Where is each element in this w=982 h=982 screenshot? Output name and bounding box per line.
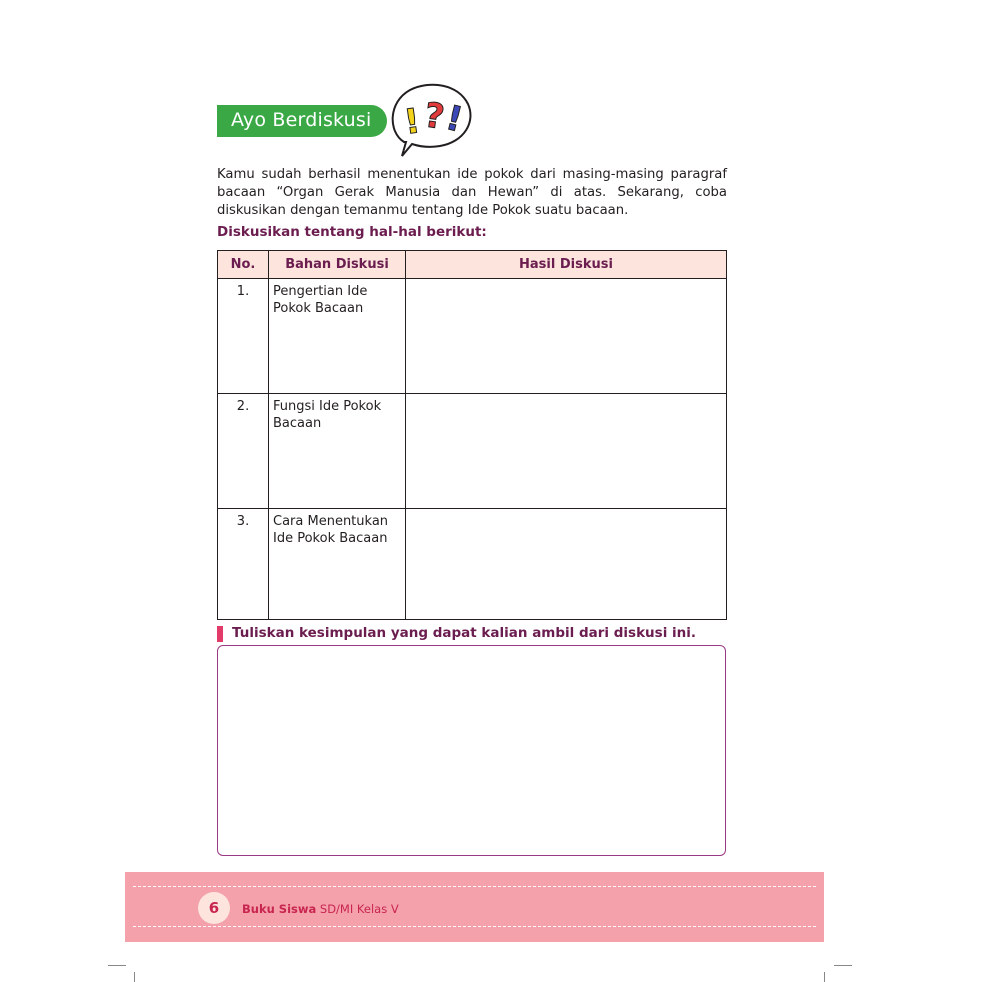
row-topic-line: Pengertian Ide: [273, 284, 368, 299]
row-topic: [269, 394, 406, 509]
page-number: 6: [208, 899, 220, 917]
conclusion-marker: [217, 626, 223, 642]
row-topic: [269, 279, 406, 394]
exclamation-yellow-icon: !: [401, 101, 423, 143]
speech-bubble-icon: [384, 80, 474, 160]
conclusion-prompt: Tuliskan kesimpulan yang dapat kalian ambil dari diskusi ini.: [232, 625, 697, 641]
book-title: [242, 902, 399, 916]
row-topic-line: Cara Menentukan: [273, 514, 389, 529]
row-topic: [269, 509, 406, 620]
row-number: 1.: [218, 279, 269, 394]
page-footer: [125, 872, 824, 942]
table-row: [218, 394, 727, 509]
header-bahan-diskusi: Bahan Diskusi: [269, 251, 406, 279]
row-result-cell[interactable]: [406, 509, 727, 620]
section-title: Ayo Berdiskusi: [231, 109, 372, 131]
crop-mark: [108, 965, 126, 966]
conclusion-answer-box[interactable]: [217, 645, 726, 856]
row-topic-line: Fungsi Ide Pokok: [273, 399, 382, 414]
book-title-rest: SD/MI Kelas V: [316, 902, 399, 916]
row-number: 2.: [218, 394, 269, 509]
header-hasil-diskusi: Hasil Diskusi: [406, 251, 727, 279]
page-number-badge: [198, 892, 230, 924]
footer-dashed-line: [133, 886, 816, 887]
table-row: [218, 509, 727, 620]
row-number: 3.: [218, 509, 269, 620]
footer-dashed-line: [133, 926, 816, 927]
row-result-cell[interactable]: [406, 394, 727, 509]
header-no: No.: [218, 251, 269, 279]
row-topic-line: Bacaan: [273, 416, 322, 431]
discussion-subheading: Diskusikan tentang hal-hal berikut:: [217, 224, 487, 240]
question-red-icon: ?: [421, 95, 447, 138]
section-banner: [217, 105, 387, 137]
exclamation-blue-icon: !: [441, 97, 467, 141]
book-title-bold: Buku Siswa: [242, 902, 317, 916]
row-result-cell[interactable]: [406, 279, 727, 394]
row-topic-line: Ide Pokok Bacaan: [273, 531, 388, 546]
intro-paragraph: Kamu sudah berhasil menentukan ide pokok dari masing-masing paragraf bacaan “Organ Gerak Manusia dan Hewan” di atas. Sekarang, coba diskusikan dengan temanmu tentang Ide Pokok suatu bacaan.: [217, 167, 727, 218]
crop-mark: [834, 965, 852, 966]
row-topic-line: Pokok Bacaan: [273, 301, 364, 316]
table-row: [218, 279, 727, 394]
discussion-table: [217, 250, 727, 620]
table-header-row: [218, 251, 727, 279]
crop-mark: [134, 972, 135, 982]
crop-mark: [824, 972, 825, 982]
